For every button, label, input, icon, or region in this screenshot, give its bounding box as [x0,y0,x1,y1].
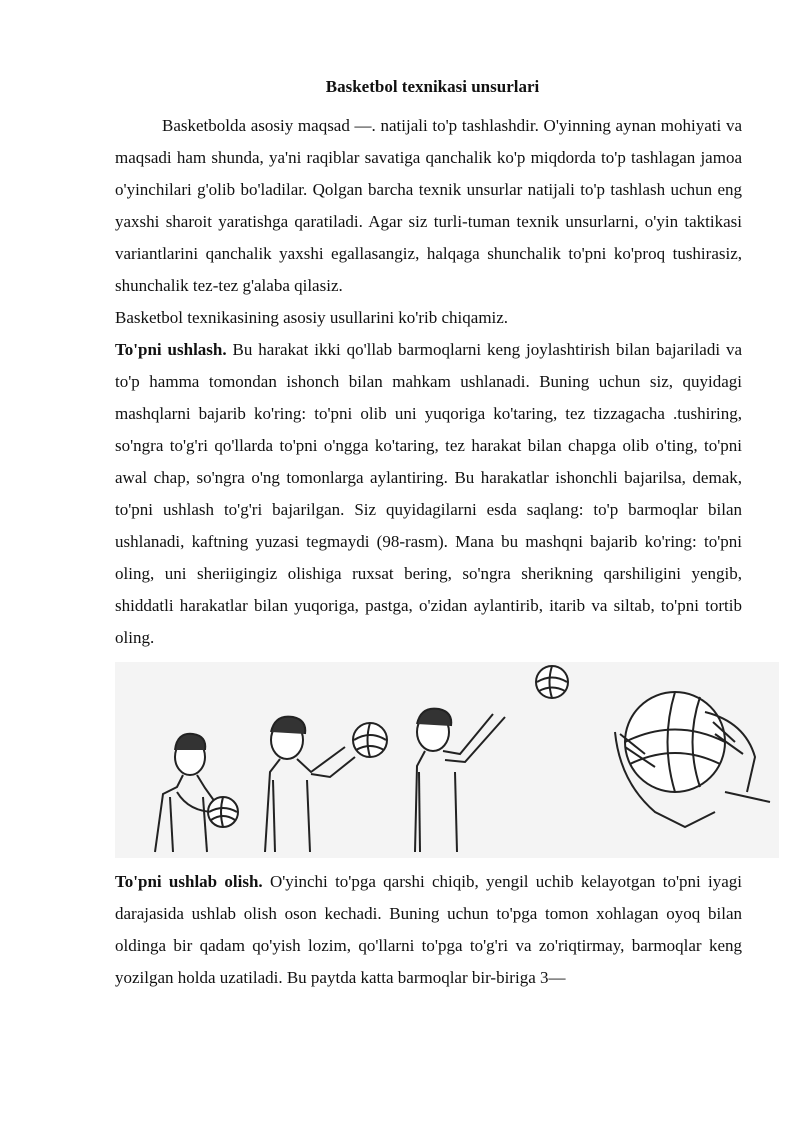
page-title: Basketbol texnikasi unsurlari [325,77,540,96]
illustration-svg [115,662,779,858]
receive-paragraph [115,866,742,994]
catch-body: Bu harakat ikki qo'llab barmoqlarni keng joylashtirish bilan bajariladi va to'p hamma tomondan ishonch bilan mahkam ushlanadi. Buning uchun siz, quyidagi mashqlarni bajarib ko'ring: to'pni olib uni yuqoriga ko'taring, tez tizzagacha .tushiring, so'ngra to'g'ri qo'llarda to'pni o'ngga ko'taring, tez harakat bilan chapga olib o'ting, to'pni awal chap, so'ngra o'ng tomonlarga aylantiring. Bu harakatlar ishonchli bajarilsa, demak, to'pni ushlash to'g'ri bajarilgan. Siz quyidagilarni esda saqlang: to'p barmoqlar bilan ushlanadi, kaftning yuzasi tegmaydi (98-rasm). Mana bu mashqni bajarib ko'ring: to'pni oling, uni sheriigingiz olishiga ruxsat bering, so'ngra sherikning qarshiligini yengib, shiddatli harakatlar bilan yuqoriga, pastga, o'zidan aylantirib, itarib va siltab, to'pni tortib oling. [115,340,742,647]
catch-heading: To'pni ushlash. [115,340,227,359]
ball-1 [208,797,238,827]
ball-2 [353,723,387,757]
ball-3 [536,666,568,698]
document-page [115,76,742,994]
intro-paragraph: Basketbolda asosiy maqsad —. natijali to'p tashlashdir. O'yinning aynan mohiyati va maqsadi ham shunda, ya'ni raqiblar savatiga qanchalik ko'p miqdorda to'p tashlagan jamoa o'yinchilari g'olib bo'ladilar. Qolgan barcha texnik unsurlar natijali to'p tashlash uchun eng yaxshi sharoit yaratishga qaratiladi. Agar siz turli-tuman texnik unsurlarni, o'yin taktikasi variantlarini qanchalik yaxshi egallasangiz, halqaga shunchalik to'pni ko'proq tushirasiz, shunchalik tez-tez g'alaba qilasiz. [115,116,742,295]
catch-paragraph [115,334,742,654]
receive-heading: To'pni ushlab olish. [115,872,263,891]
lead-paragraph: Basketbol texnikasining asosiy usullarini ko'rib chiqamiz. [115,308,509,327]
catching-illustration [115,662,779,858]
receive-body: O'yinchi to'pga qarshi chiqib, yengil uchib kelayotgan to'pni iyagi darajasida ushlab olish oson kechadi. Buning uchun to'pga tomon xohlagan oyoq bilan oldinga bir qadam qo'yish lozim, qo'llarni to'pga to'g'ri va zo'riqtirmay, barmoqlar keng yozilgan holda uzatiladi. Bu paytda katta barmoqlar bir-biriga 3— [115,872,742,987]
